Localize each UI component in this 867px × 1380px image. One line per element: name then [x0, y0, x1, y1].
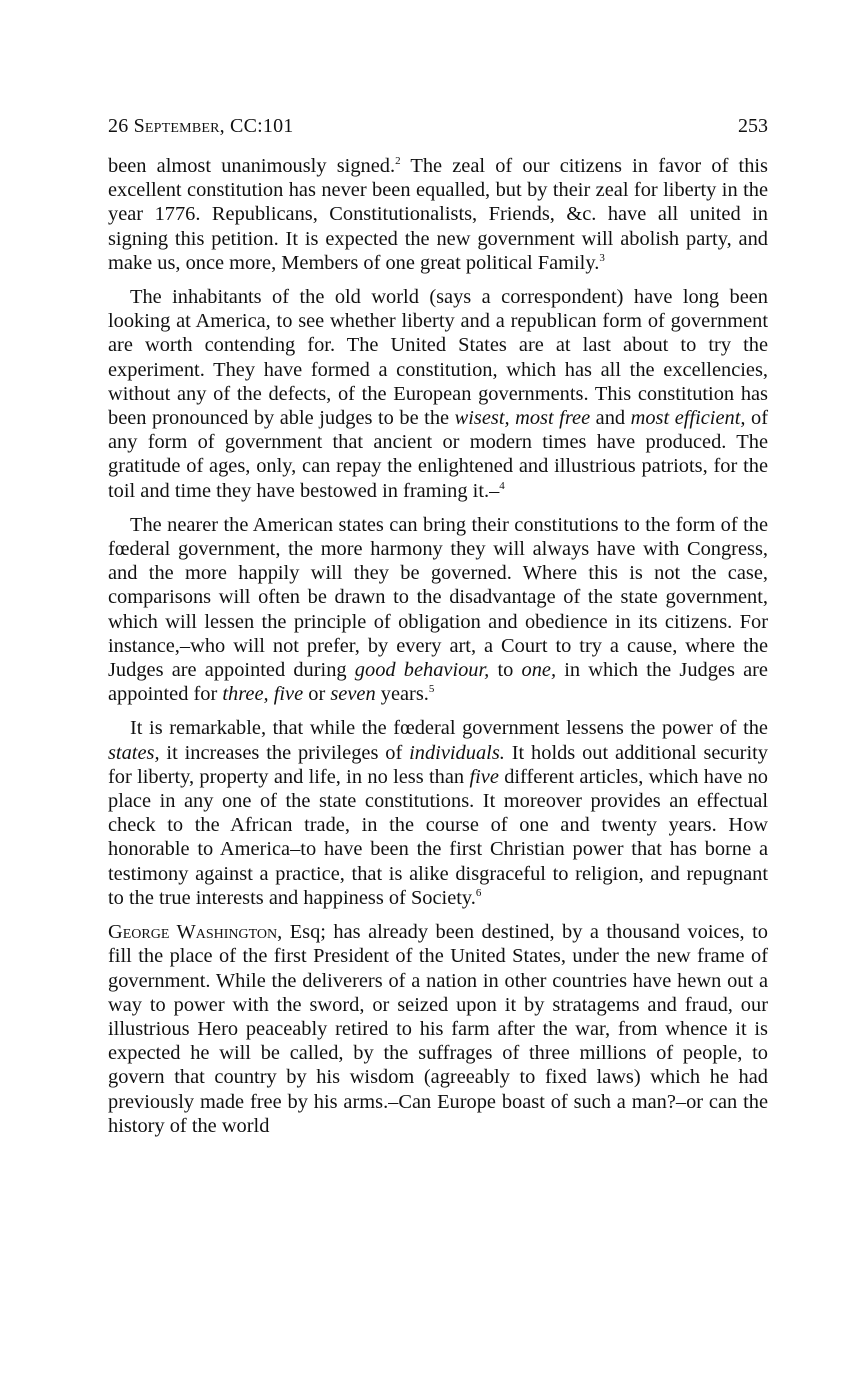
italic-text: good behaviour, [354, 659, 490, 682]
italic-text: wisest, most free [454, 407, 591, 430]
paragraph-individual-privileges [108, 716, 768, 910]
paragraph-washington [108, 920, 768, 1138]
text-segment: It is remarkable, that while the fœderal government lessens the power of the [130, 717, 768, 740]
italic-text: three, five [222, 683, 304, 706]
text-segment: years. [375, 683, 429, 706]
footnote-marker: 4 [499, 479, 505, 492]
page-number: 253 [738, 115, 768, 137]
text-segment: or [303, 683, 331, 706]
text-segment: different articles, which have no place in any one of the state constitutions. It moreover provides an effectual check to the African trade, in the course of one and twenty years. How honorable to America–to have been the first Christian power that has borne a testimony against a practice, that is alike disgraceful to religion, and repugnant to the true interests and happiness of Society. [108, 765, 769, 909]
text-segment: it increases the privileges of [159, 741, 410, 764]
paragraph-old-world [108, 285, 768, 503]
italic-text: states, [108, 741, 160, 764]
footnote-marker: 3 [599, 252, 605, 265]
italic-text: one, [521, 659, 557, 682]
footnote-marker: 2 [395, 155, 401, 168]
running-head-date [108, 112, 294, 140]
footnote-marker: 6 [475, 887, 482, 900]
text-segment: The zeal of our citizens in favor of this excellent constitution has never been equalled, but by their zeal for liberty in the year 1776. Republicans, Constitutionalists, Friends, &c. have all united in signing this petition. It is expected the new government will abolish party, and make us, once more, Members of one great political Family. [108, 155, 768, 274]
text-segment: , Esq; has already been destined, by a thousand voices, to fill the place of the first President of the United States, under the new frame of government. While the deliverers of a nation in other countries have hewn out a way to power with the sword, or seized upon it by stratagems and fraud, our illustrious Hero peaceably retired to his farm after the war, from whence it is expected he will be called, by the suffrages of three millions of people, to govern that country by his wisdom (agreeably to fixed laws) which he had previously made free by his arms.–Can Europe boast of such a man?–or can the history of the world [108, 921, 768, 1137]
running-head [108, 112, 768, 140]
body-text [108, 154, 768, 1138]
date-prefix: 26 [108, 115, 134, 137]
document-page [108, 112, 768, 1138]
paragraph-petition [108, 154, 768, 275]
document-reference: , CC:101 [219, 115, 294, 137]
text-segment: in which the Judges are appointed for [108, 659, 768, 706]
italic-text: most efficient, [630, 407, 746, 430]
text-segment: to [489, 659, 522, 682]
text-segment: It holds out additional security for liberty, property and life, in no less than [108, 741, 768, 788]
small-caps-name: George Washington [108, 921, 278, 944]
paragraph-state-constitutions [108, 513, 768, 707]
italic-text: individuals. [409, 741, 505, 764]
footnote-marker: 5 [428, 683, 435, 696]
italic-text: five [469, 765, 499, 788]
text-segment: and [590, 407, 631, 430]
text-segment: of any form of government that ancient or modern times have produced. The gratitude of ages, only, can repay the enlightened and illustrious patriots, for the toil and time they have bestowed in framing it.– [108, 407, 768, 502]
date-month: September [133, 115, 220, 137]
italic-text: seven [330, 683, 376, 706]
text-segment: The inhabitants of the old world (says a correspondent) have long been looking at America, to see whether liberty and a republican form of government are worth contending for. The United States are at last about to try the experiment. They have formed a constitution, which has all the excellencies, without any of the defects, of the European governments. This constitution has been pronounced by able judges to be the [108, 286, 768, 430]
text-segment: been almost unanimously signed. [108, 155, 396, 177]
text-segment: The nearer the American states can bring their constitutions to the form of the fœderal government, the more harmony they will always have with Congress, and the more happily will they be governed. Where this is not the case, comparisons will often be drawn to the disadvantage of the state government, which will lessen the principle of obligation and obedience in its citizens. For instance,–who will not prefer, by every art, a Court to try a cause, where the Judges are appointed during [108, 513, 768, 682]
